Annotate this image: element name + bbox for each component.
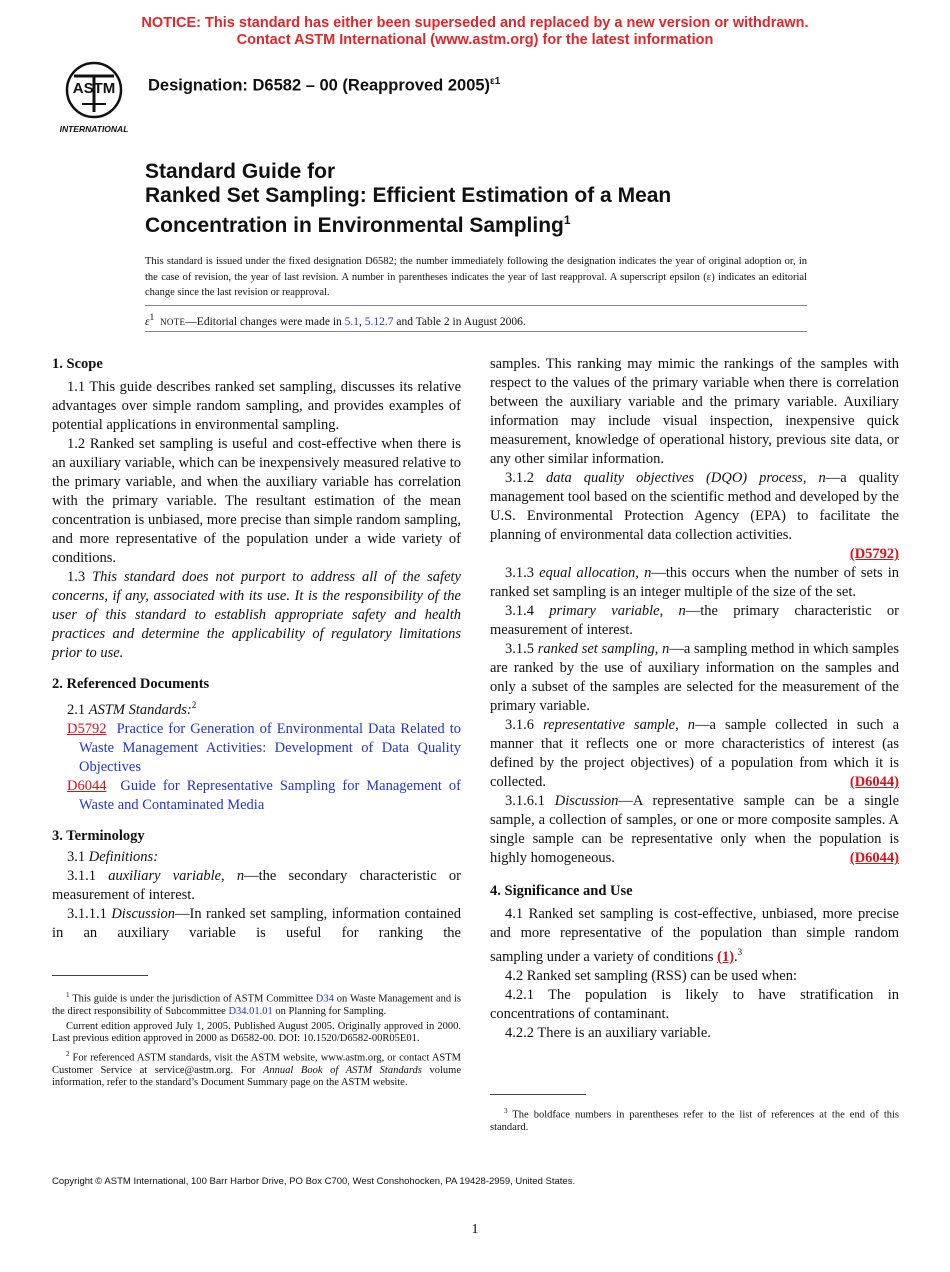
para-3-1-1-1 bbox=[52, 905, 461, 943]
editorial-note bbox=[145, 312, 526, 328]
fn3-text: The boldface numbers in parentheses refer to the list of references at the end of this standard. bbox=[490, 1109, 899, 1133]
astm-logo bbox=[52, 60, 136, 136]
para-3-1-5-n: n bbox=[662, 641, 670, 657]
para-3-1-6: 3.1.6 representative sample, n—a sample collected in such a manner that it reflects one or more characteristics of interest (as defined by the project objectives) of a population from which it is collected. (D6044) bbox=[490, 717, 900, 790]
para-3-1-2-text: —a quality management tool based on the scientific method and developed by the U.S. Environmental Protection Agency (EPA) to facilitate the planning of environmental data collection activities. bbox=[490, 470, 900, 543]
para-3-1-2-ref[interactable]: (D5792) bbox=[849, 546, 899, 562]
logo-subtext: INTERNATIONAL bbox=[59, 124, 129, 134]
para-3-1-4: 3.1.4 primary variable, n—the primary characteristic or measurement of interest. bbox=[490, 603, 899, 638]
para-1-3 bbox=[52, 568, 461, 663]
fn1-link-d34-01-01[interactable]: D34.01.01 bbox=[228, 1006, 273, 1017]
footnote-rule-left bbox=[52, 975, 148, 976]
para-2-1 bbox=[52, 696, 461, 720]
title-line-1: Standard Guide for bbox=[145, 160, 336, 183]
withdrawal-notice bbox=[0, 15, 950, 49]
para-3-1-6-1-ref[interactable]: (D6044) bbox=[849, 850, 899, 866]
fn1-link-d34[interactable]: D34 bbox=[315, 993, 334, 1005]
divider-top bbox=[145, 305, 807, 306]
ref-d5792 bbox=[52, 720, 461, 777]
para-3-1-3-term: equal allocation bbox=[539, 565, 636, 581]
para-4-1-text: 4.1 Ranked set sampling is cost-effective, unbiased, more precise and more representative of the population than simple random sampling under a variety of conditions bbox=[490, 906, 899, 965]
para-3-1-2-n: n bbox=[818, 470, 826, 486]
left-column bbox=[52, 355, 461, 943]
para-4-2: 4.2 Ranked set sampling (RSS) can be used when: bbox=[505, 967, 797, 984]
para-4-1-end: . bbox=[734, 948, 738, 965]
para-3-1-1-1-term: Discussion bbox=[111, 905, 175, 922]
para-3-1-3-n: n bbox=[644, 565, 652, 581]
para-3-1-5: 3.1.5 ranked set sampling, n—a sampling method in which samples are ranked by the use of auxiliary information on the samples and only a subset of the samples are selected for the measurement of the primary variable. bbox=[490, 641, 900, 714]
note-sep: , bbox=[359, 315, 365, 328]
para-2-1-sup: 2 bbox=[191, 700, 197, 710]
para-3-1-1-sep: , bbox=[221, 867, 237, 884]
intro-paragraph: This standard is issued under the fixed designation D6582; the number immediately following the designation indicates the year of original adoption or, in the case of revision, the year of last revision. A number in parentheses indicates the year of last reapproval. A superscript epsilon (ε) indicates an editorial change since the last revision or reapproval. bbox=[145, 256, 807, 298]
note-sup: 1 bbox=[149, 312, 155, 323]
para-3-1-6-1-term: Discussion bbox=[554, 793, 619, 809]
para-3-1-2: 3.1.2 data quality objectives (DQO) process, n—a quality management tool based on the scientific method and developed by the U.S. Environmental Protection Agency (EPA) to facilitate the planning of environmental data collection activities. (D5792) bbox=[490, 470, 900, 562]
title-line-2: Ranked Set Sampling: Efficient Estimation of a Mean bbox=[145, 184, 672, 207]
fn1-b: on Waste Management and is the direct responsibility of Subcommittee bbox=[52, 993, 462, 1017]
designation-sup: ε1 bbox=[490, 76, 501, 87]
copyright: Copyright © ASTM International, 100 Barr Harbor Drive, PO Box C700, West Conshohocken, PA 19428-2959, United States. bbox=[52, 1176, 576, 1187]
footnote-rule-right bbox=[490, 1094, 586, 1095]
para-3-1-4-n: n bbox=[678, 603, 686, 619]
section-2-heading: 2. Referenced Documents bbox=[52, 676, 210, 692]
footnote-1-edition: Current edition approved July 1, 2005. Published August 2005. Originally approved in 2000. Last previous edition approved in 2000 as D6582-00. DOI: 10.1520/D6582-00R05E01. bbox=[52, 1020, 461, 1044]
para-3-1-1 bbox=[52, 867, 461, 905]
note-label: NOTE bbox=[160, 316, 186, 327]
para-3-1-1-n: n bbox=[236, 867, 245, 884]
para-2-1-text: ASTM Standards: bbox=[88, 701, 192, 718]
fn1-c: on Planning for Sampling. bbox=[272, 1006, 387, 1017]
fn1-a: This guide is under the jurisdiction of ASTM Committee bbox=[72, 993, 316, 1005]
para-3-1-num: 3.1 bbox=[67, 848, 89, 865]
designation-text: Designation: D6582 – 00 (Reapproved 2005) bbox=[148, 76, 491, 95]
footnote-1 bbox=[52, 989, 461, 1019]
ref-d6044-code[interactable]: D6044 bbox=[67, 777, 107, 794]
para-1-1: 1.1 This guide describes ranked set sampling, discusses its relative advantages over simple random sampling, and provides examples of potential applications in environmental sampling. bbox=[52, 379, 461, 433]
para-4-1 bbox=[490, 905, 899, 967]
para-1-2: 1.2 Ranked set sampling is useful and cost-effective when there is an auxiliary variable, which can be inexpensively measured relative to the primary variable, and when the auxiliary variable has correlation with the primary variable. The resultant estimation of the mean concentration is unbiased, more precise than simple random sampling, and more representative of the population under a wide variety of conditions. bbox=[52, 436, 461, 566]
para-3-1-4-term: primary variable bbox=[549, 603, 660, 619]
para-2-1-num: 2.1 bbox=[67, 701, 89, 718]
footnote-3 bbox=[490, 1105, 899, 1135]
right-column bbox=[490, 355, 899, 1043]
para-3-1-2-num: 3.1.2 bbox=[505, 470, 547, 486]
para-4-2-2: 4.2.2 There is an auxiliary variable. bbox=[505, 1024, 711, 1041]
notice-line-2: Contact ASTM International (www.astm.org) for the latest information bbox=[236, 32, 714, 48]
note-epsilon: ε bbox=[145, 315, 150, 328]
title-sup: 1 bbox=[563, 213, 571, 227]
astm-logo-icon bbox=[52, 60, 136, 136]
para-3-1-6-ref[interactable]: (D6044) bbox=[849, 774, 899, 790]
para-1-3-text: This standard does not purport to address all of the safety concerns, if any, associated with its use. It is the responsibility of the user of this standard to establish appropriate safety and health practices and determine the applicability of regulatory limitations prior to use. bbox=[52, 569, 461, 661]
title-line-3: Concentration in Environmental Sampling bbox=[145, 214, 564, 237]
fn2-italic: Annual Book of ASTM Standards bbox=[262, 1064, 422, 1076]
note-text-after: and Table 2 in August 2006. bbox=[393, 315, 526, 328]
document-title bbox=[145, 160, 845, 238]
notice-line-1: NOTICE: This standard has either been superseded and replaced by a new version or withdrawn. bbox=[141, 15, 809, 31]
para-3-1-1-term: auxiliary variable bbox=[108, 867, 222, 884]
para-3-1-3-num: 3.1.3 bbox=[505, 565, 540, 581]
divider-bottom bbox=[145, 331, 807, 332]
designation bbox=[148, 76, 500, 96]
para-4-1-ref[interactable]: (1) bbox=[717, 948, 735, 965]
para-3-1-2-term: data quality objectives (DQO) process bbox=[546, 470, 803, 486]
fn3-sup: 3 bbox=[504, 1107, 508, 1115]
para-3-1-6-term: representative sample bbox=[543, 717, 676, 733]
para-3-1-6-text: —a sample collected in such a manner that it reflects one or more characteristics of interest (as defined by the project objectives) of a population from which it is collected. bbox=[490, 717, 900, 790]
para-3-1-6-num: 3.1.6 bbox=[505, 717, 544, 733]
para-3-1-6-1-text: —A representative sample can be a single sample, a collection of samples, or one or more composite samples. A single sample can be representative only when the population is highly homogeneous. bbox=[490, 793, 900, 866]
section-3-heading: 3. Terminology bbox=[52, 827, 145, 844]
note-link-5-1[interactable]: 5.1 bbox=[344, 315, 360, 328]
section-4-heading: 4. Significance and Use bbox=[490, 883, 633, 899]
para-3-1-1-1-num: 3.1.1.1 bbox=[67, 905, 112, 922]
para-3-1-4-num: 3.1.4 bbox=[505, 603, 550, 619]
para-3-1-1-text: —the secondary characteristic or measurement of interest. bbox=[52, 867, 462, 903]
para-3-1-5-num: 3.1.5 bbox=[505, 641, 538, 657]
para-3-1-1-num: 3.1.1 bbox=[67, 867, 109, 884]
ref-d6044-title[interactable]: Guide for Representative Sampling for Management of Waste and Contaminated Media bbox=[79, 777, 461, 813]
note-link-5-12-7[interactable]: 5.12.7 bbox=[364, 315, 394, 328]
para-4-1-sup: 3 bbox=[737, 947, 743, 957]
para-3-1-6-1-num: 3.1.6.1 bbox=[505, 793, 555, 809]
para-3-1 bbox=[52, 848, 461, 867]
para-4-2-1: 4.2.1 The population is likely to have stratification in concentrations of contaminant. bbox=[490, 986, 899, 1022]
para-3-1-3: 3.1.3 equal allocation, n—this occurs when the number of sets in ranked set sampling is an integer multiple of the size of the set. bbox=[490, 565, 900, 600]
para-3-1-1-1-cont: samples. This ranking may mimic the rankings of the samples with respect to the values of the primary variable when there is correlation between the auxiliary variable and the primary variable. Auxiliary information may include visual inspection, inexpensive quick measurement, knowledge of operational history, previous site data, or any other similar information. bbox=[490, 356, 899, 467]
fn2-b: volume information, refer to the standard’s Document Summary page on the ASTM website. bbox=[52, 1064, 461, 1088]
footnote-2 bbox=[52, 1048, 461, 1090]
para-3-1-5-text: —a sampling method in which samples are ranked by the use of auxiliary information on the samples and only a subset of the samples are selected for the measurement of the primary variable. bbox=[490, 641, 900, 714]
section-1-heading: 1. Scope bbox=[52, 356, 103, 372]
fn1-sup: 1 bbox=[66, 991, 70, 999]
page-number: 1 bbox=[471, 1222, 479, 1237]
ref-d6044 bbox=[52, 777, 461, 815]
fn2-sup: 2 bbox=[66, 1049, 70, 1058]
para-3-1-5-term: ranked set sampling bbox=[537, 641, 655, 657]
para-3-1-1-1-text: —In ranked set sampling, information contained in an auxiliary variable is useful for ranking the bbox=[52, 905, 461, 941]
para-1-3-num: 1.3 bbox=[67, 569, 93, 585]
para-3-1-6-n: n bbox=[687, 717, 696, 733]
para-3-1-6-1 bbox=[490, 792, 899, 868]
fn2-a: For referenced ASTM standards, visit the ASTM website, www.astm.org, or contact ASTM Customer Service at service@astm.org. For bbox=[52, 1052, 461, 1076]
ref-d5792-title[interactable]: Practice for Generation of Environmental Data Related to Waste Management Activities: Development of Data Quality Objectives bbox=[79, 720, 462, 775]
logo-text: ASTM bbox=[72, 80, 116, 97]
note-text-before: —Editorial changes were made in bbox=[185, 315, 345, 328]
ref-d5792-code[interactable]: D5792 bbox=[67, 720, 107, 737]
para-3-1-3-text: —this occurs when the number of sets in ranked set sampling is an integer multiple of the size of the set. bbox=[490, 565, 900, 600]
para-3-1-4-text: —the primary characteristic or measurement of interest. bbox=[490, 603, 899, 638]
para-3-1-text: Definitions: bbox=[88, 848, 159, 865]
footnotes-left bbox=[52, 989, 461, 1090]
